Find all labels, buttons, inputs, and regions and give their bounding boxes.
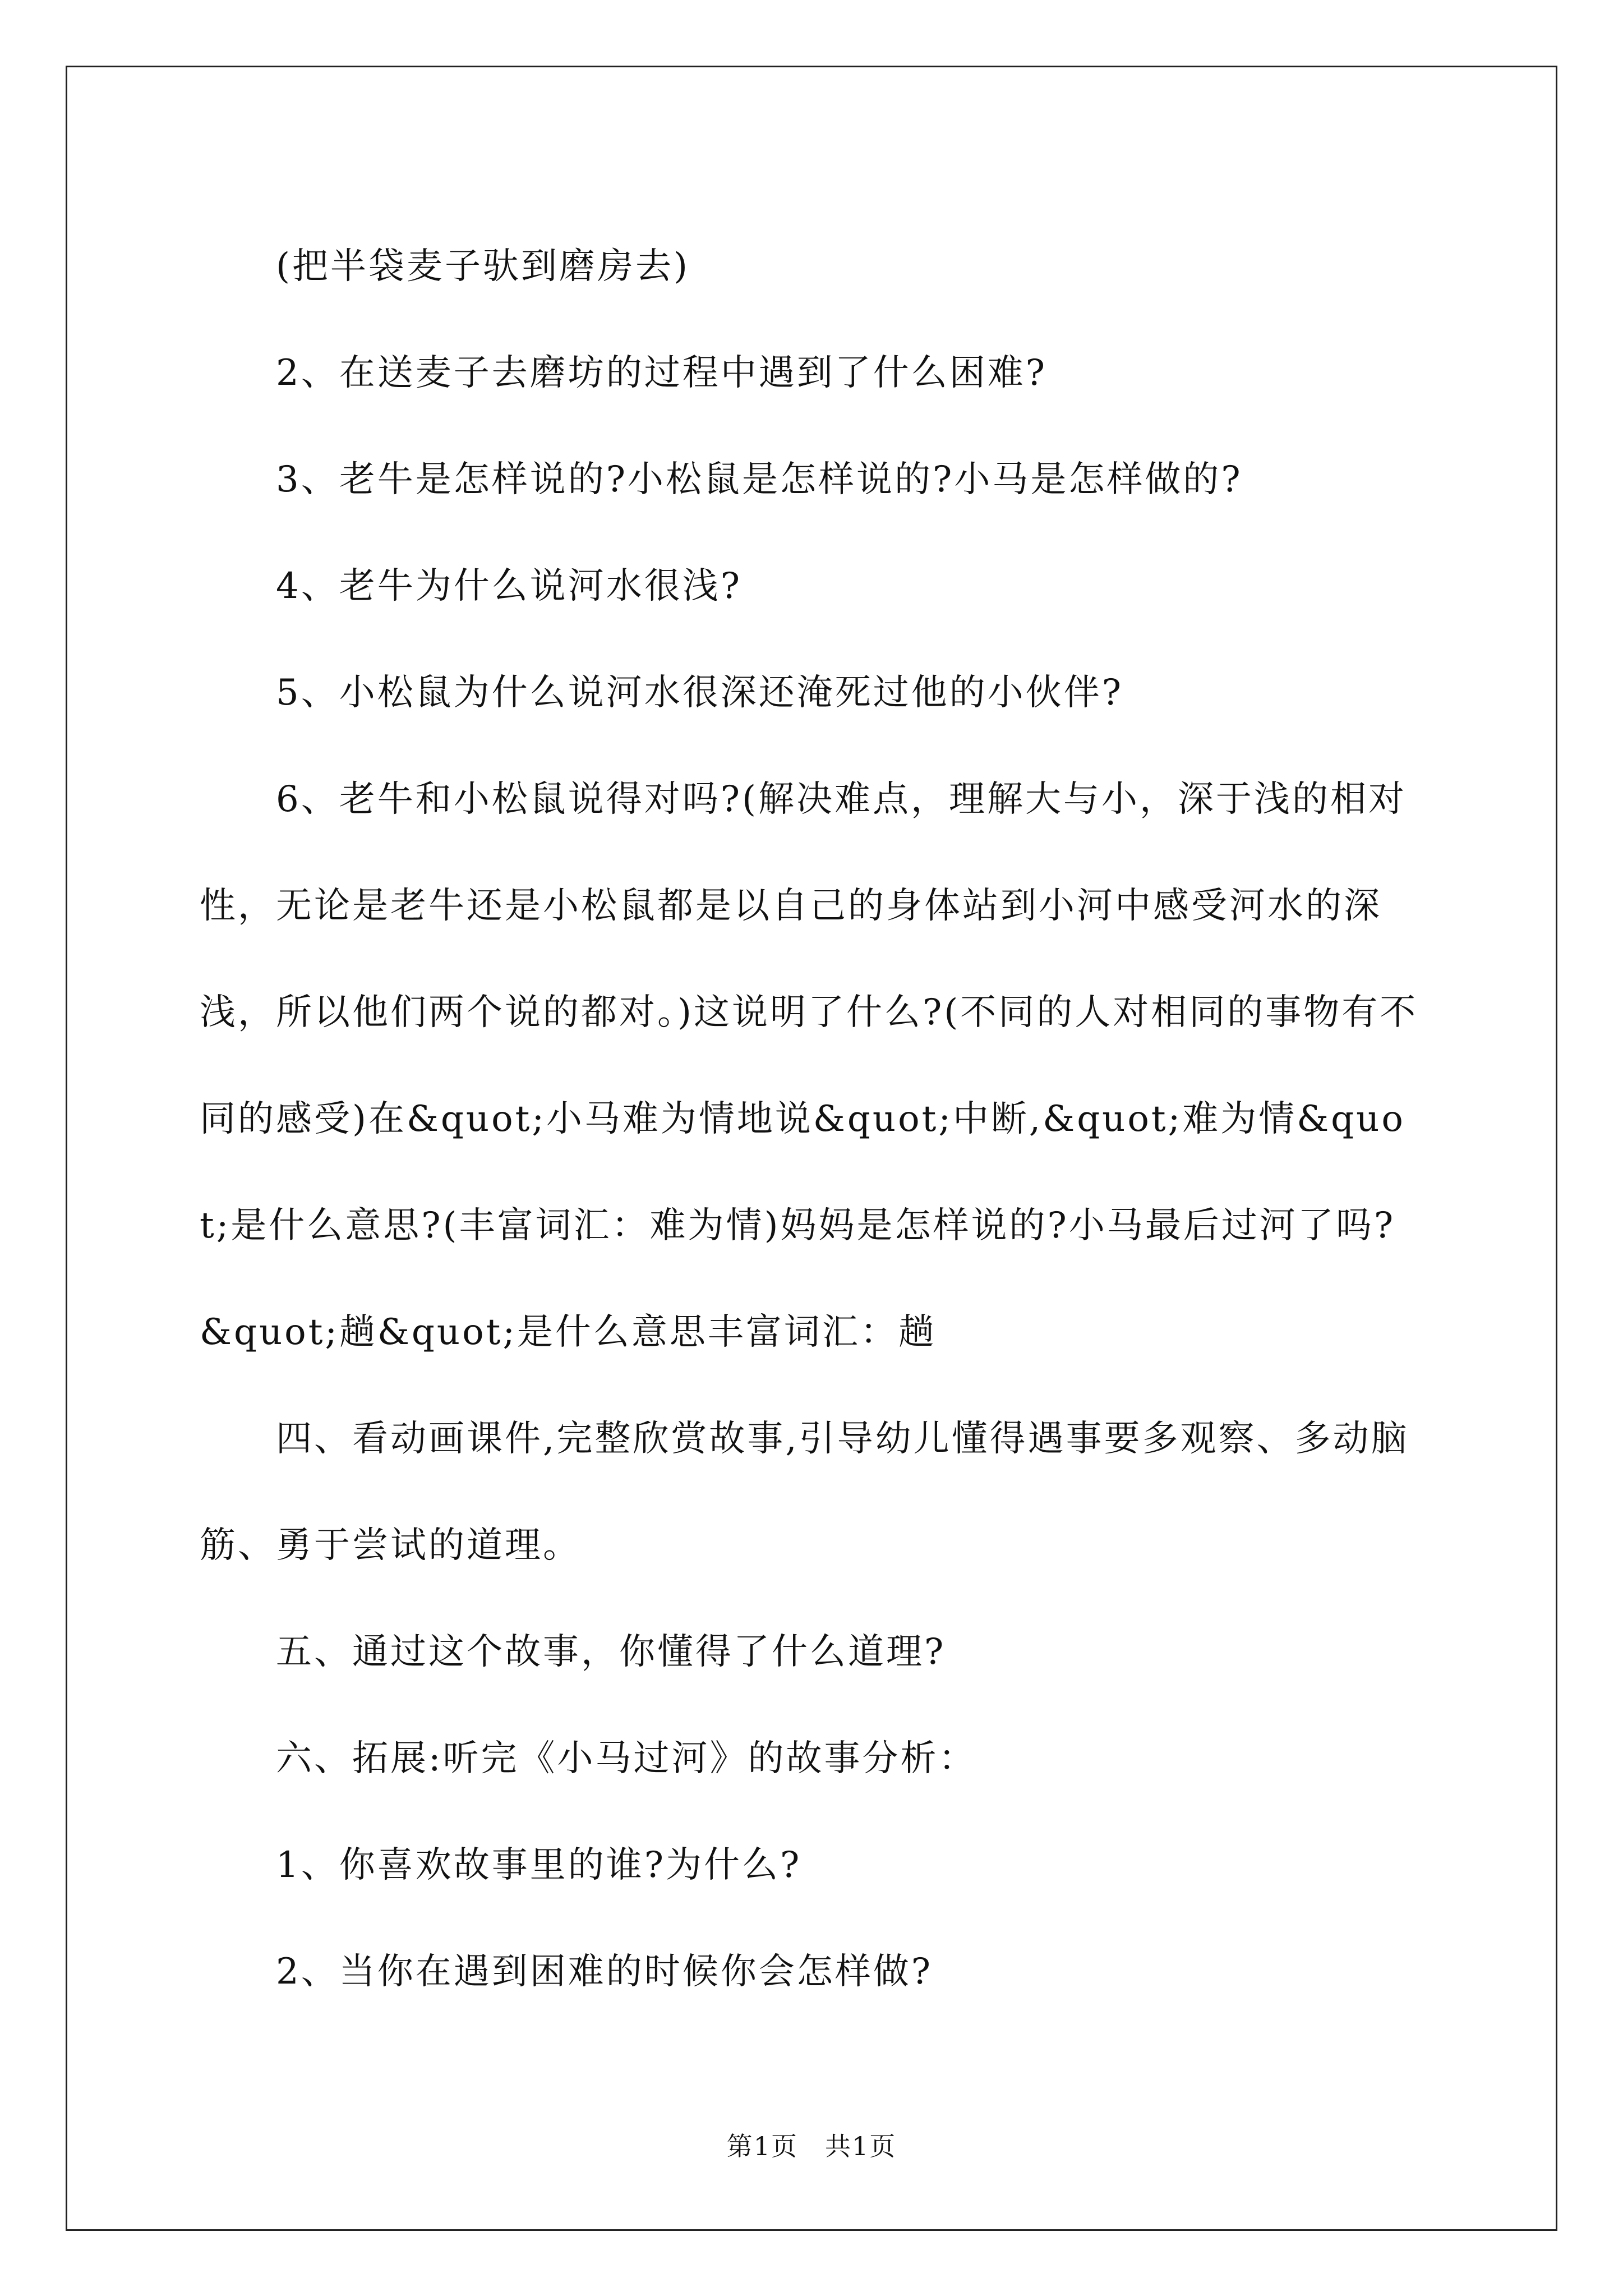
- paragraph-11: 2、当你在遇到困难的时候你会怎样做?: [276, 1951, 933, 1993]
- paragraph-7: 四、看动画课件,完整欣赏故事,引导幼儿懂得遇事要多观察、多动脑筋、勇于尝试的道理。: [200, 1418, 1409, 1566]
- paragraph-6: 6、老牛和小松鼠说得对吗?(解决难点，理解大与小，深于浅的相对性，无论是老牛还是小松鼠都是以自己的身体站到小河中感受河水的深浅，所以他们两个说的都对。)这说明了什么?(不同的人对相同的事物有不同的感受)在&quot;小马难为情地说&quot;中断,&quot;难为情&quot;是什么意思?(丰富词汇：难为情)妈妈是怎样说的?小马最后过河了吗?&quot;趟&quot;是什么意思丰富词汇：趟: [200, 779, 1418, 1353]
- paragraph-1: (把半袋麦子驮到磨房去): [276, 246, 690, 287]
- paragraph-5: 5、小松鼠为什么说河水很深还淹死过他的小伙伴?: [276, 672, 1124, 714]
- paragraph-2: 2、在送麦子去磨坊的过程中遇到了什么困难?: [276, 352, 1048, 394]
- paragraph-10: 1、你喜欢故事里的谁?为什么?: [276, 1844, 802, 1886]
- paragraph-9: 六、拓展:听完《小马过河》的故事分析：: [276, 1738, 977, 1779]
- paragraph-4: 4、老牛为什么说河水很浅?: [276, 565, 743, 607]
- page-footer: 第1页 共1页: [726, 2131, 897, 2161]
- document-body: [200, 213, 1422, 2025]
- paragraph-3: 3、老牛是怎样说的?小松鼠是怎样说的?小马是怎样做的?: [276, 459, 1243, 500]
- paragraph-8: 五、通过这个故事，你懂得了什么道理?: [276, 1631, 946, 1673]
